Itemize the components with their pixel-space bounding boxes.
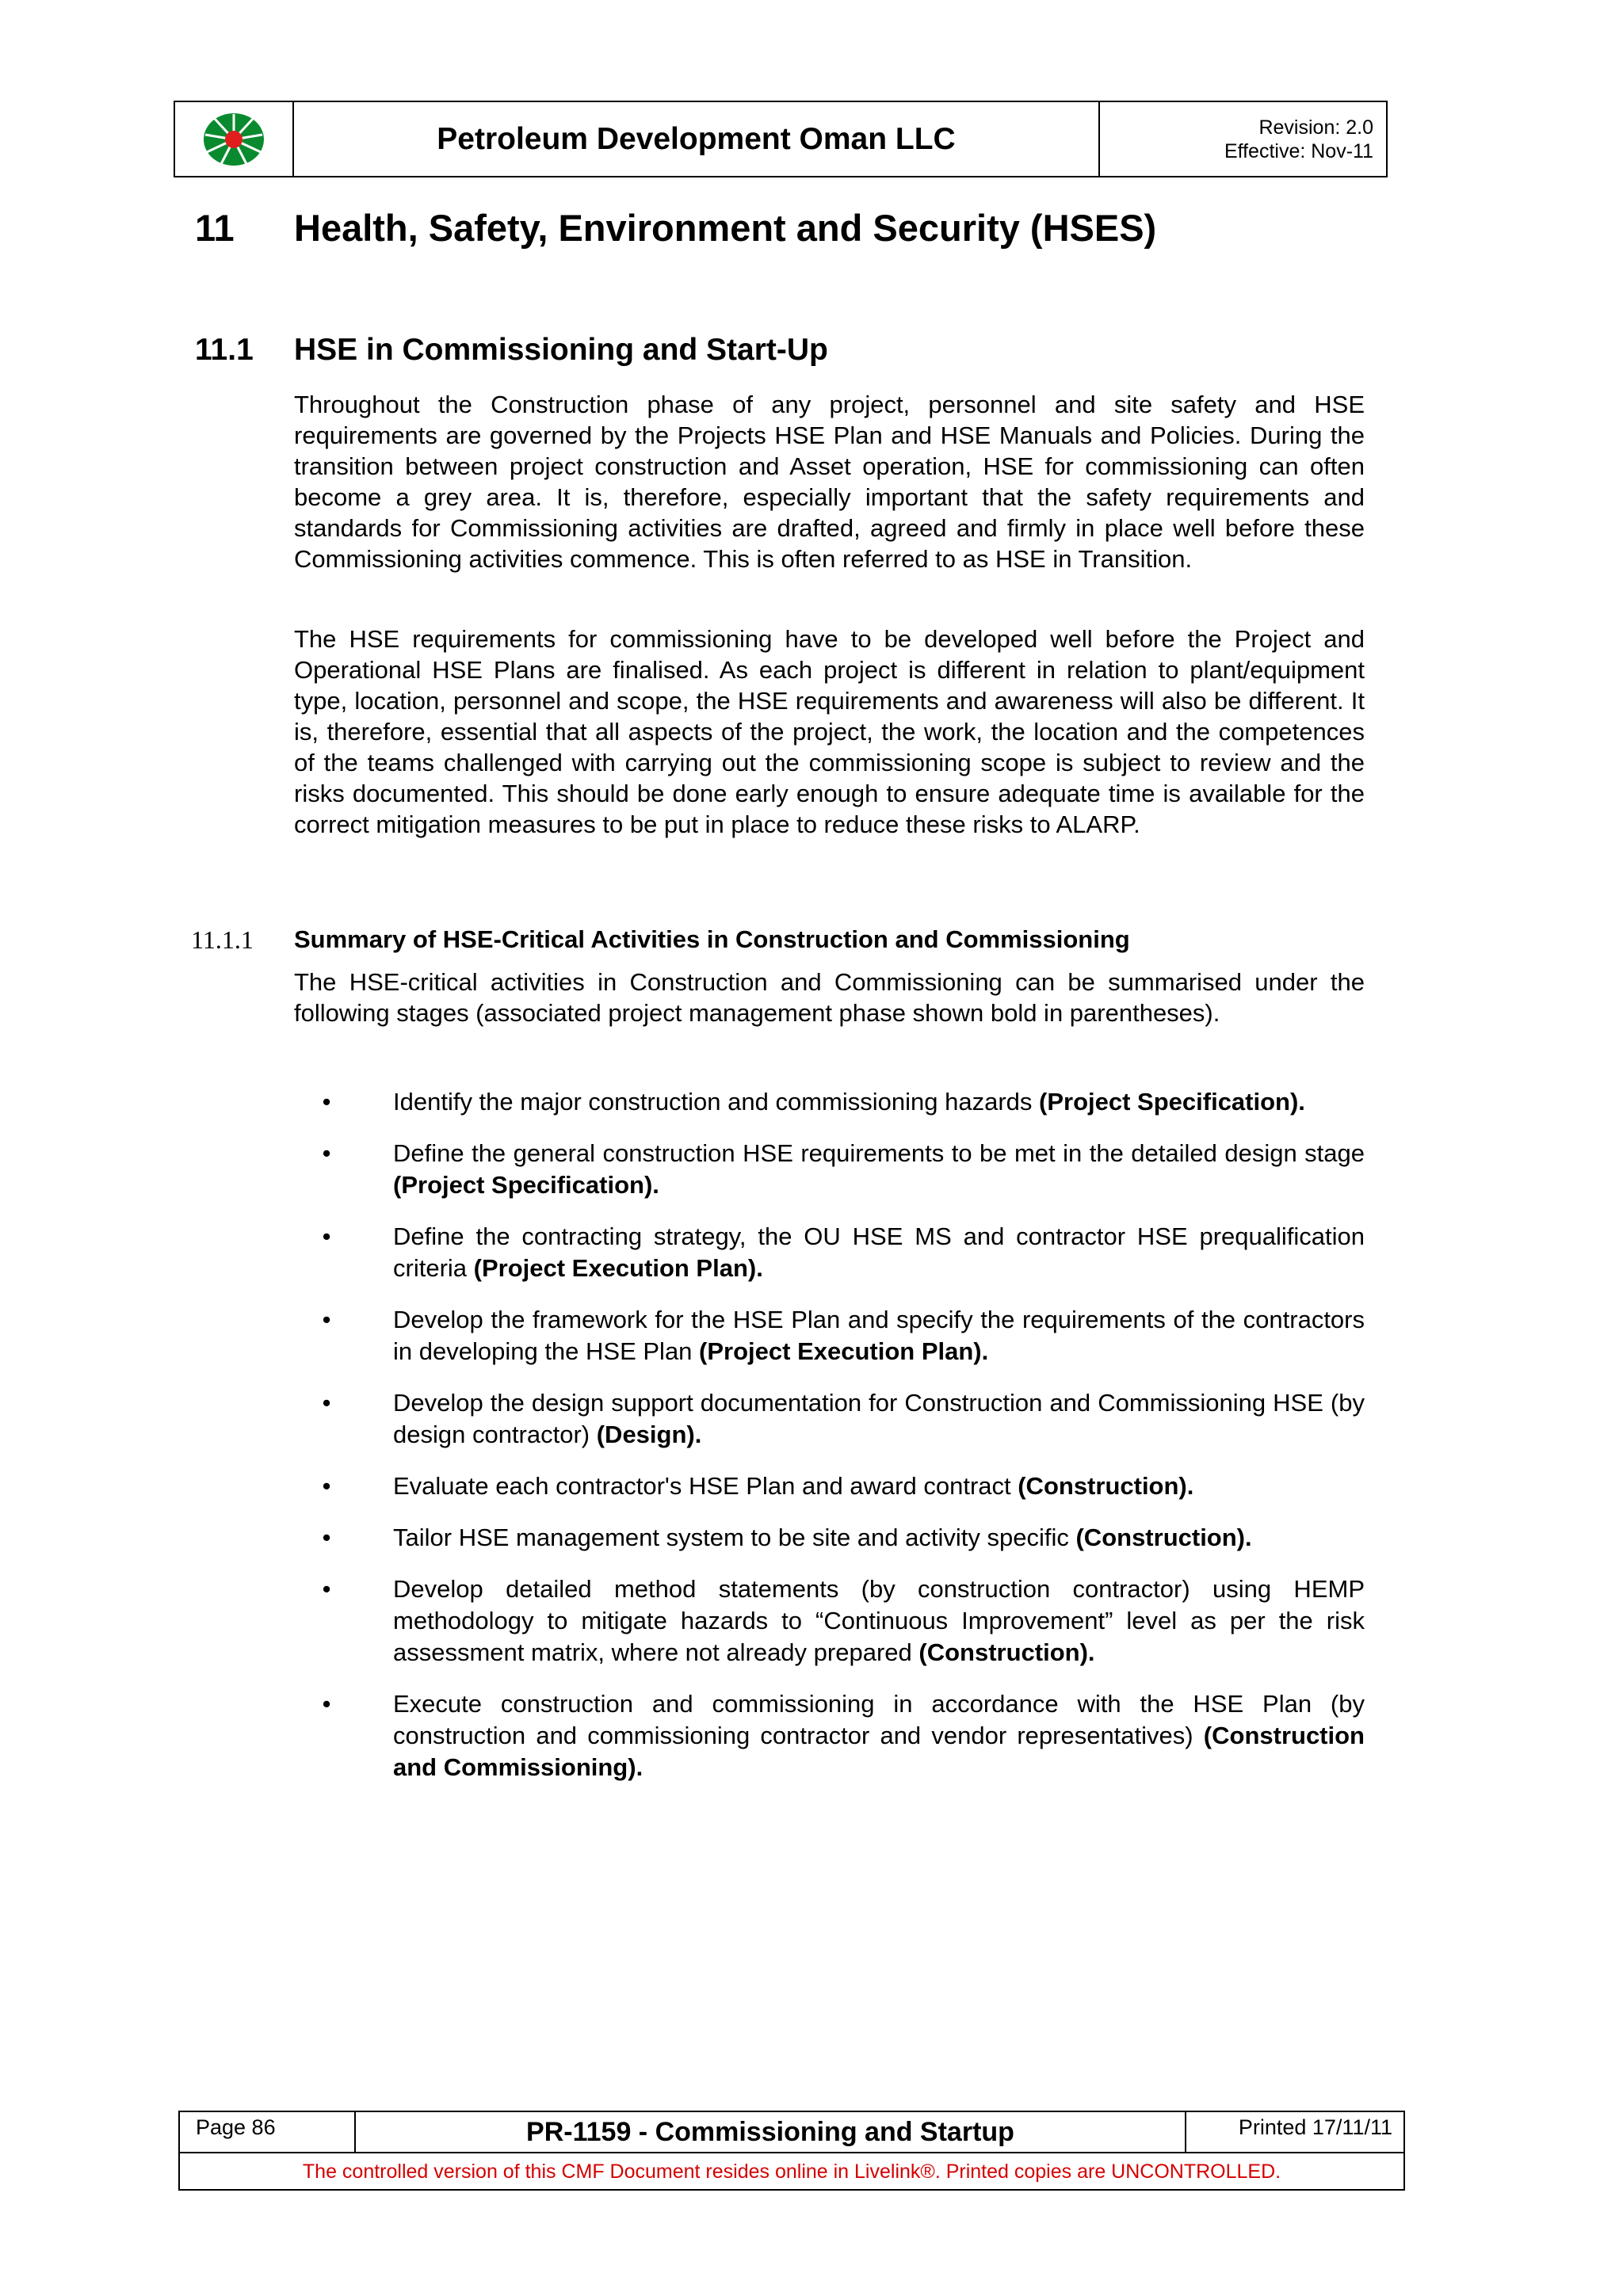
company-name: Petroleum Development Oman LLC bbox=[294, 102, 1100, 176]
footer-info-row bbox=[180, 2112, 1403, 2153]
paragraph-hse-transition: Throughout the Construction phase of any project, personnel and site safety and HSE requirements are governed by the Projects HSE Plan and HSE Manuals and Policies. During the transition between project construction and Asset operation, HSE for commissioning can often become a grey area. It is, therefore, especially important that the safety requirements and standards for Commissioning activities are drafted, agreed and firmly in place well before these Commissioning activities commence. This is often referred to as HSE in Transition. bbox=[294, 391, 1365, 573]
page-header bbox=[174, 101, 1388, 177]
list-item-phase: (Construction and Commissioning). bbox=[393, 1722, 1365, 1781]
list-item-text: Define the contracting strategy, the OU HSE MS and contractor HSE prequalification criteria bbox=[393, 1222, 1365, 1282]
list-item bbox=[294, 1688, 1365, 1783]
bullet-icon: • bbox=[322, 1306, 331, 1333]
list-item-phase: (Project Specification). bbox=[1039, 1088, 1305, 1116]
bullet-icon: • bbox=[322, 1139, 331, 1167]
list-item-phase: (Project Specification). bbox=[393, 1171, 659, 1199]
effective-date: Effective: Nov-11 bbox=[1224, 139, 1373, 162]
list-item-phase: (Construction). bbox=[918, 1638, 1095, 1666]
bullet-icon: • bbox=[322, 1575, 331, 1603]
subsection-title: HSE in Commissioning and Start-Up bbox=[294, 333, 828, 367]
paragraph-hse-requirements: The HSE requirements for commissioning have to be developed well before the Project and Operational HSE Plans are finalised. As each project is different in relation to plant/equipment type, location, personnel and scope, the HSE requirements and awareness will also be different. It is, therefore, essential that all aspects of the project, the work, the location and the competences of the teams challenged with carrying out the commissioning scope is subject to review and the risks documented. This should be done early enough to ensure adequate time is available for the correct mitigation measures to be put in place to reduce these risks to ALARP. bbox=[294, 625, 1365, 838]
list-item-text: Develop the framework for the HSE Plan and specify the requirements of the contractors in developing the HSE Plan bbox=[393, 1306, 1365, 1365]
list-item-phase: (Design). bbox=[596, 1421, 702, 1448]
page-number: Page 86 bbox=[180, 2112, 356, 2152]
printed-date: Printed 17/11/11 bbox=[1238, 2115, 1392, 2139]
list-item-phase: (Project Execution Plan). bbox=[473, 1254, 763, 1282]
list-item bbox=[294, 1304, 1365, 1367]
logo-cell bbox=[175, 102, 294, 176]
list-item-text: Identify the major construction and commissioning hazards bbox=[393, 1088, 1040, 1116]
revision-info bbox=[1100, 102, 1386, 176]
controlled-copy-notice: The controlled version of this CMF Document resides online in Livelink®. Printed copies are UNCONTROLLED. bbox=[302, 2161, 1281, 2183]
list-item-text: Execute construction and commissioning in accordance with the HSE Plan (by construction and commissioning contractor and vendor representatives) bbox=[393, 1690, 1365, 1749]
section-number: 11 bbox=[195, 207, 235, 249]
bullet-icon: • bbox=[322, 1472, 331, 1500]
list-item-phase: (Construction). bbox=[1018, 1472, 1194, 1500]
list-item-text: Evaluate each contractor's HSE Plan and award contract bbox=[393, 1472, 1018, 1500]
subsubsection-title: Summary of HSE-Critical Activities in Construction and Commissioning bbox=[294, 925, 1130, 953]
list-item-text: Develop the design support documentation for Construction and Commissioning HSE (by design contractor) bbox=[393, 1389, 1365, 1448]
bullet-icon: • bbox=[322, 1690, 331, 1718]
list-item-text: Define the general construction HSE requirements to be met in the detailed design stage bbox=[393, 1139, 1365, 1167]
bullet-icon: • bbox=[322, 1524, 331, 1551]
list-item bbox=[294, 1573, 1365, 1669]
list-item bbox=[294, 1470, 1365, 1502]
list-item-text: Develop detailed method statements (by construction contractor) using HEMP methodology to mitigate hazards to “Continuous Improvement” level as per the risk assessment matrix, where not already prepared bbox=[393, 1575, 1365, 1666]
bullet-icon: • bbox=[322, 1389, 331, 1417]
list-item bbox=[294, 1086, 1365, 1118]
list-item-phase: (Project Execution Plan). bbox=[699, 1337, 989, 1365]
document-title: PR-1159 - Commissioning and Startup bbox=[356, 2112, 1186, 2152]
list-item-text: Tailor HSE management system to be site and activity specific bbox=[393, 1524, 1076, 1551]
list-item bbox=[294, 1221, 1365, 1284]
list-item bbox=[294, 1522, 1365, 1554]
hse-activities-list bbox=[294, 1086, 1365, 1803]
subsubsection-number: 11.1.1 bbox=[191, 925, 254, 954]
list-item-phase: (Construction). bbox=[1075, 1524, 1252, 1551]
bullet-icon: • bbox=[322, 1222, 331, 1250]
bullet-icon: • bbox=[322, 1088, 331, 1116]
subsection-number: 11.1 bbox=[195, 333, 254, 367]
page-footer bbox=[178, 2111, 1405, 2191]
pdo-shell-logo-icon bbox=[200, 111, 267, 168]
paragraph-summary-intro: The HSE-critical activities in Construction and Commissioning can be summarised under the following stages (associated project management phase shown bold in parentheses). bbox=[294, 968, 1365, 1027]
revision-label: Revision: 2.0 bbox=[1258, 116, 1373, 139]
section-title: Health, Safety, Environment and Security (HSES) bbox=[294, 207, 1157, 249]
list-item bbox=[294, 1138, 1365, 1201]
list-item bbox=[294, 1387, 1365, 1451]
